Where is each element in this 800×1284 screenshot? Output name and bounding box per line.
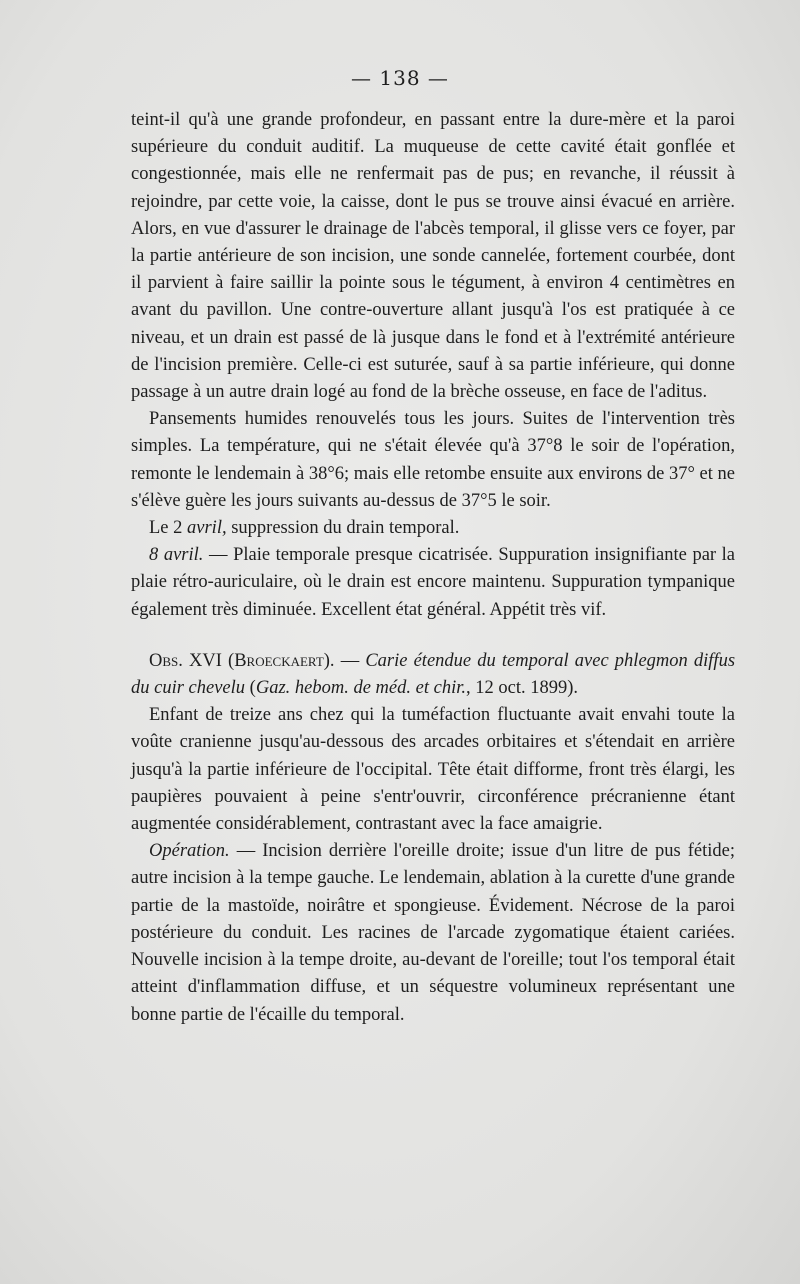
text-run: — bbox=[334, 650, 366, 671]
text-run: , 12 oct. 1899). bbox=[465, 678, 578, 699]
page-number: — 138 — bbox=[351, 66, 449, 90]
journal-reference: Gaz. hebom. de méd. et chir. bbox=[255, 678, 466, 699]
paragraph bbox=[131, 515, 735, 542]
observation-author: (Broeckaert). bbox=[228, 650, 335, 671]
text-run: suppression du drain temporal. bbox=[226, 518, 460, 539]
observation-label: Obs. XVI bbox=[149, 650, 222, 671]
text-run: — Incision derrière l'oreille droite; issue d'un litre de pus fétide; autre incision à la tempe gauche. Le lendemain, ablation à la curette d'une grande partie de la mastoïde, noirâtre et spongieuse. Évidement. Nécrose de la paroi postérieure du conduit. Les racines de l'arcade zygomatique étaient cariées. Nouvelle incision à la tempe droite, au-devant de l'oreille; tout l'os temporal était atteint d'inflammation diffuse, et un séquestre volumineux représentant une bonne partie de l'écaille du temporal. bbox=[131, 841, 735, 1025]
text-run: — Plaie temporale presque cicatrisée. Suppuration insignifiante par la plaie rétro-auriculaire, où le drain est encore maintenu. Suppuration tympanique également très diminuée. Excellent état général. Appétit très vif. bbox=[131, 545, 735, 620]
paragraph bbox=[131, 542, 735, 624]
text-run: Le 2 bbox=[149, 518, 188, 539]
date-italic: 8 avril. bbox=[149, 545, 204, 566]
date-italic: avril, bbox=[187, 518, 227, 539]
observation-title: Carie étendue du temporal avec phlegmon diffus du cuir chevelu bbox=[131, 650, 736, 699]
paragraph: Pansements humides renouvelés tous les jours. Suites de l'intervention très simples. La température, qui ne s'était élevée qu'à 37°8 le soir de l'opération, remonte le lendemain à 38°6; mais elle retombe ensuite aux environs de 37° et ne s'élève guère les jours suivants au-dessus de 37°5 le soir. bbox=[131, 409, 735, 511]
section-gap bbox=[131, 624, 735, 648]
text-run: ( bbox=[245, 678, 256, 699]
observation-heading bbox=[131, 648, 735, 702]
body-text bbox=[131, 107, 735, 1029]
paragraph bbox=[131, 838, 735, 1028]
paragraph: Enfant de treize ans chez qui la tuméfaction fluctuante avait envahi toute la voûte cranienne jusqu'au-dessous des arcades orbitaires et s'étendait en arrière jusqu'à la partie inférieure de l'occipital. Tête était difforme, front très élargi, les paupières pouvaient à peine s'entr'ouvrir, circonférence précranienne étant augmentée considérablement, contrastant avec la face amaigrie. bbox=[131, 705, 735, 835]
operation-label: Opération. bbox=[149, 841, 230, 862]
paragraph: teint-il qu'à une grande profondeur, en passant entre la dure-mère et la paroi supérieure du conduit auditif. La muqueuse de cette cavité était gonflée et congestionnée, mais elle ne renfermait pas de pus; en revanche, il réussit à rejoindre, par cette voie, la caisse, dont le pus se trouve ainsi évacué en arrière. Alors, en vue d'assurer le drainage de l'abcès temporal, il glisse vers ce foyer, par la partie antérieure de son incision, une sonde cannelée, fortement courbée, dont il parvient à faire saillir la pointe sous le tégument, à environ 4 centimètres en avant du pavillon. Une contre-ouverture allant jusqu'à l'os est pratiquée à ce niveau, et un drain est passé de là jusque dans le fond et à l'extrémité antérieure de l'incision première. Celle-ci est suturée, sauf à sa partie inférieure, qui donne passage à un autre drain logé au fond de la brèche osseuse, en face de l'aditus. bbox=[131, 110, 735, 403]
